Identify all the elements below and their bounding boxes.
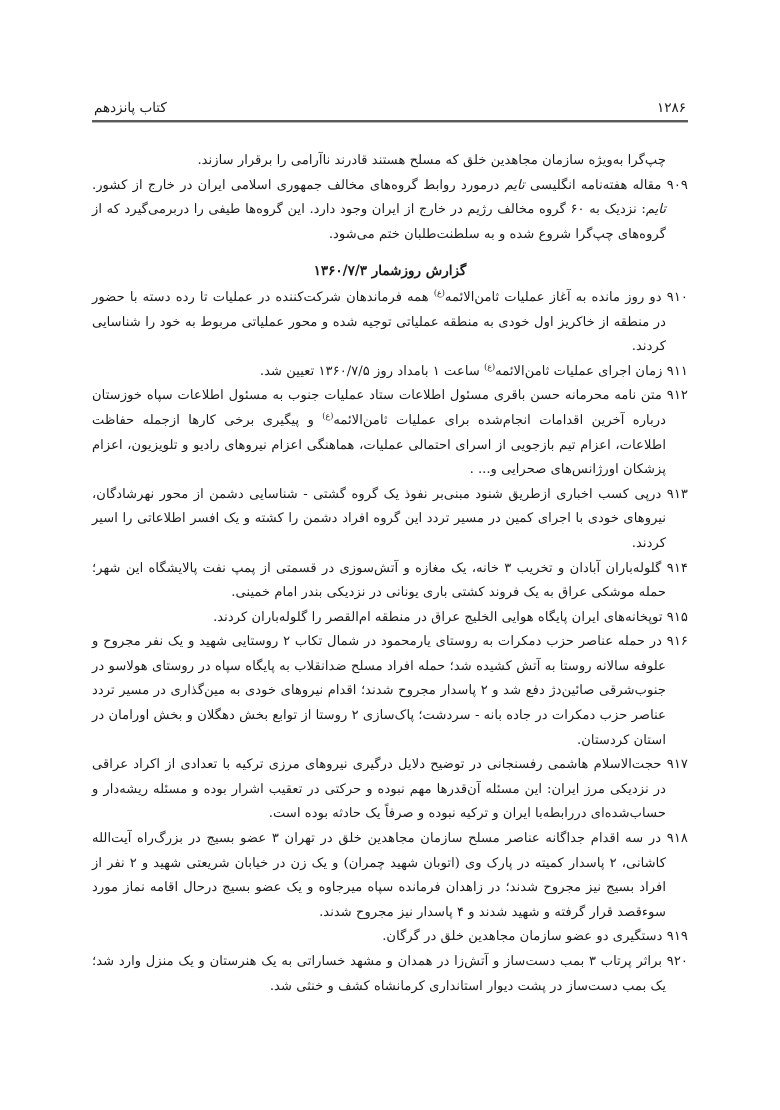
entry-number: ۹۲۰ (666, 954, 688, 969)
entry-text: درپی کسب اخباری ازطریق شنود مبنی‌بر نفوذ یک گروه گشتی - شناسایی دشمن از محور نهرشادگان، نیروهای خودی با اجرای کمین در مسیر تردد این گروه افراد دشمن را کشته و یک افسر اطلاعاتی را اسیر کردند. (92, 486, 666, 551)
section-heading: گزارش روزشمار ۱۳۶۰/۷/۳ (313, 263, 467, 280)
entry-918 (92, 827, 688, 925)
entry-text: ساعت ۱ بامداد روز ۱۳۶۰/۷/۵ تعیین شد. (259, 363, 485, 379)
entry-912 (92, 384, 688, 482)
entry-number: ۹۰۹ (666, 177, 688, 193)
entry-text: دو روز مانده به آغاز عملیات ثامن‌الائمه (444, 289, 662, 305)
honorific-superscript: (ع) (322, 411, 334, 421)
book-page (92, 88, 688, 999)
entry-number: ۹۱۱ (666, 363, 688, 379)
running-header (92, 88, 688, 116)
entry-number: ۹۱۵ (666, 609, 688, 625)
entry-text: زمان اجرای عملیات ثامن‌الائمه (495, 363, 663, 379)
page-body (92, 149, 688, 999)
entry-text: و پیگیری برخی کارها ازجمله حفاظت اطلاعات، اعزام تیم بازجویی از اسرای احتمالی عملیات، هماهنگی اعزام نیروهای رادیو و تلویزیون، اعزام پزشکان اورژانس‌های صحرایی و... . (92, 412, 666, 478)
entry-909 (92, 174, 688, 248)
entry-910 (92, 286, 688, 360)
entry-number: ۹۱۶ (666, 634, 688, 650)
page-number: ۱۲۸۶ (656, 100, 686, 116)
honorific-superscript: (ع) (484, 362, 496, 372)
entry-number: ۹۱۸ (666, 831, 688, 847)
entry-913 (92, 483, 688, 557)
entry-text: حجت‌الاسلام هاشمی رفسنجانی در توضیح دلایل درگیری نیروهای مرزی ترکیه با تعدادی از اکراد عراقی در نزدیکی مرز ایران: این مسئله آن‌قدرها مهم نبوده و حرکتی در تعقیب اشرار بوده و مسئله ریشه‌دار و حساب‌شده‌ای دررابطه‌با ایران و ترکیه نبوده و صرفاً یک حادثه بوده است. (92, 757, 666, 822)
entry-text: براثر پرتاب ۳ بمب دست‌ساز و آتش‌زا در همدان و مشهد خساراتی به یک هنرستان و یک منزل وارد شد؛ یک بمب دست‌ساز در پشت دیوار استانداری کرمانشاه کشف و خنثی شد. (92, 954, 666, 994)
book-title: کتاب پانزدهم (94, 100, 167, 116)
entry-text: توپخانه‌های ایران پایگاه هوایی الخلیج عراق در منطقه ام‌القصر را گلوله‌باران کردند. (213, 609, 663, 625)
entry-text: دستگیری دو عضو سازمان مجاهدین خلق در گرگان. (382, 929, 663, 945)
entry-text: گلوله‌باران آبادان و تخریب ۳ خانه، یک مغازه و آتش‌سوزی در قسمتی از پمپ نفت پالایشگاه این شهر؛ حمله موشکی عراق به یک فروند کشتی باری یونانی در نزدیکی بندر امام خمینی. (92, 560, 666, 601)
entry-text: چپ‌گرا به‌ویژه سازمان مجاهدین خلق که مسلح هستند قادرند ناآرامی را برقرار سازند. (197, 153, 666, 168)
entry-number: ۹۱۳ (666, 486, 688, 502)
entry-text: درمورد روابط گروه‌های مخالف جمهوری اسلامی ایران در خارج از کشور. (92, 177, 505, 193)
entry-number: ۹۱۰ (666, 289, 688, 305)
entry-916 (92, 630, 688, 753)
entry-number: ۹۱۹ (666, 929, 688, 945)
entry-text: همه فرماندهان شرکت‌کننده در عملیات تا رده دسته با حضور در منطقه از خاکریز اول خودی به منطقه عملیاتی توجیه شده و محور عملیاتی مربوط به خود را شناسایی کردند. (92, 289, 666, 355)
entry-text: مقاله هفته‌نامه انگلیسی (524, 177, 662, 193)
magazine-name: تایم (645, 202, 666, 218)
honorific-superscript: (ع) (433, 288, 445, 298)
header-rule (92, 120, 688, 123)
entry-914 (92, 557, 688, 606)
entry-text: : نزدیک به ۶۰ گروه مخالف رژیم در خارج از ایران وجود دارد. این گروه‌ها طیفی را دربرمی‌گیرد که از گروه‌های چپ‌گرا شروع شده و به سلطنت‌طلبان ختم می‌شود. (92, 202, 666, 242)
entry-911 (92, 360, 688, 385)
entry-number: ۹۱۴ (666, 560, 688, 576)
entry-915 (92, 606, 688, 631)
entry-920 (92, 950, 688, 999)
entry-917 (92, 753, 688, 827)
entry-number: ۹۱۷ (666, 757, 688, 773)
continuation-paragraph (92, 149, 688, 174)
entry-number: ۹۱۲ (666, 388, 688, 404)
entry-text: در حمله عناصر حزب دمکرات به روستای یارمحمود در شمال تکاب ۲ روستایی شهید و یک نفر مجروح و علوفه سالانه روستا به آتش کشیده شد؛ حمله افراد مسلح ضدانقلاب به پایگاه سپاه در روستای هولاسو در جنوب‌شرقی صائین‌دژ دفع شد و ۲ پاسدار مجروح شدند؛ اقدام نیروهای خودی به مین‌گذاری در مسیر تردد عناصر حزب دمکرات در جاده بانه - سردشت؛ پاک‌سازی ۲ روستا از توابع بخش دهگلان و بخش اورامان در استان کردستان. (92, 634, 667, 748)
entry-text: متن نامه محرمانه حسن باقری مسئول اطلاعات ستاد عملیات جنوب به مسئول اطلاعات سپاه خوزستان درباره آخرین اقدامات انجام‌شده برای عملیات ثامن‌الائمه (92, 388, 666, 428)
entry-919 (92, 925, 688, 950)
entry-text: در سه اقدام جداگانه عناصر مسلح سازمان مجاهدین خلق در تهران ۳ عضو بسیج در بزرگ‌راه آیت‌الله کاشانی، ۲ پاسدار کمیته در پارک وی (اتوبان شهید چمران) و یک زن در خیابان شریعتی شهید و ۲ نفر از افراد بسیج نیز مجروح شدند؛ در زاهدان فرمانده سپاه میرجاوه و یک عضو بسیج درحال اقامه نماز مورد سوءقصد قرار گرفته و شهید شدند و ۴ پاسدار نیز مجروح شدند. (92, 831, 666, 920)
magazine-name: تایم (504, 177, 525, 193)
